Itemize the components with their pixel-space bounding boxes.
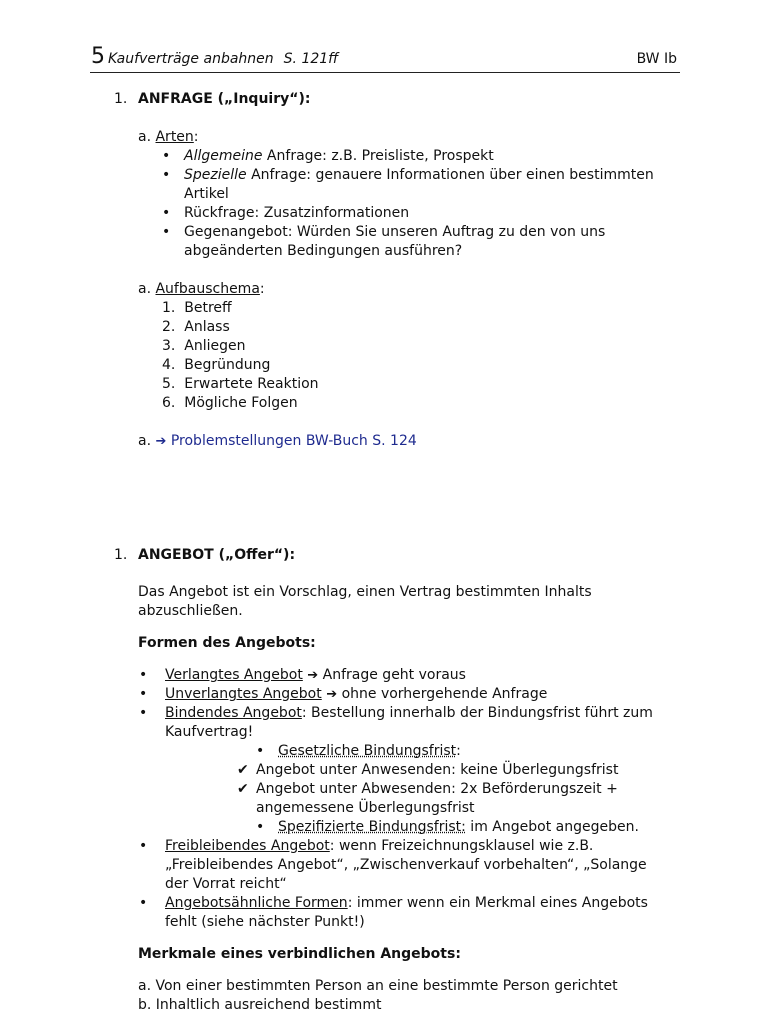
subsection-problemstellungen [138,432,417,451]
numbered-item-text: Begründung [184,357,271,373]
chapter-number: 5 [91,44,105,69]
chapter-pages: S. 121ff [283,51,339,67]
bullet-icon: • [256,819,265,835]
term-unverlangt: Unverlangtes Angebot [165,686,322,702]
numbered-item: 4. Begründung [162,357,271,373]
numbered-item: 6. Mögliche Folgen [162,395,298,411]
list-item: Gegenangebot: Würden Sie unseren Auftrag zu den von uns [184,224,606,240]
checkmark-icon: ✔ [237,781,249,797]
problemstellungen-text: Problemstellungen BW-Buch S. 124 [170,433,417,449]
chapter-title [108,51,338,67]
term-verlangt: Verlangtes Angebot [165,667,303,683]
colon: : [193,129,199,145]
item-text: ohne vorhergehende Anfrage [341,686,548,702]
arten-label: Arten [155,129,194,145]
merkmale-heading: Merkmale eines verbindlichen Angebots: [138,946,461,962]
bullet-icon: • [162,167,171,183]
numbered-item: 5. Erwartete Reaktion [162,376,319,392]
list-item [165,666,466,685]
check-item: Angebot unter Abwesenden: 2x Beförderungszeit + [256,781,618,797]
list-letter: a. [138,433,152,449]
bullet-icon: • [139,667,148,683]
colon: : [456,743,461,759]
item-text: : wenn Freizeichnungsklausel wie z.B. [329,838,594,854]
section-number: 1. [114,547,128,563]
item-text: Anfrage: z.B. Preisliste, Prospekt [262,148,494,164]
bullet-icon: • [139,895,148,911]
section-heading-anfrage: ANFRAGE („Inquiry“): [138,91,311,107]
subsection-arten [138,128,199,146]
arrow-right-icon: ➔ [307,668,319,683]
merkmal-item: a. Von einer bestimmten Person an eine bestimmte Person gerichtet [138,978,618,994]
list-item-continuation: abgeänderten Bedingungen ausführen? [184,243,463,259]
bullet-icon: • [162,224,171,240]
problemstellungen-link[interactable] [155,433,416,449]
list-item [165,704,653,722]
arrow-right-icon: ➔ [155,434,167,449]
numbered-item-text: Anliegen [184,338,246,354]
aufbauschema-label: Aufbauschema [155,281,260,297]
check-item: Angebot unter Anwesenden: keine Überlegungsfrist [256,762,619,778]
colon: : [259,281,265,297]
item-text: : immer wenn ein Merkmal eines Angebots [347,895,648,911]
numbered-item: 3. Anliegen [162,338,246,354]
merkmal-item: b. Inhaltlich ausreichend bestimmt [138,997,382,1013]
course-label: BW Ib [636,51,677,67]
item-text: Anfrage: genauere Informationen über einen bestimmten [246,167,654,183]
check-item-continuation: angemessene Überlegungsfrist [256,800,475,816]
section-heading-angebot: ANGEBOT („Offer“): [138,547,296,563]
numbered-item-text: Betreff [184,300,232,316]
bullet-icon: • [139,838,148,854]
numbered-item-text: Anlass [184,319,230,335]
definition-text: Das Angebot ist ein Vorschlag, einen Vertrag bestimmten Inhalts [138,584,592,600]
list-item: Rückfrage: Zusatzinformationen [184,205,410,221]
numbered-item: 2. Anlass [162,319,230,335]
term-angebotsaehnlich: Angebotsähnliche Formen [165,895,348,911]
list-item [165,685,547,704]
checkmark-icon: ✔ [237,762,249,778]
subsection-aufbauschema [138,280,265,298]
numbered-item-text: Erwartete Reaktion [184,376,319,392]
list-item-continuation: der Vorrat reicht“ [165,876,287,892]
term-freibleibend: Freibleibendes Angebot [165,838,330,854]
bullet-icon: • [139,705,148,721]
item-text: : Bestellung innerhalb der Bindungsfrist führt zum [301,705,653,721]
list-item [184,147,494,165]
bullet-icon: • [162,148,171,164]
item-emphasis: Spezielle [184,167,247,183]
item-emphasis: Allgemeine [184,148,263,164]
bullet-icon: • [162,205,171,221]
list-item-continuation: Artikel [184,186,229,202]
term-spezifiziert: Spezifizierte Bindungsfrist: [278,819,466,835]
formen-heading: Formen des Angebots: [138,635,316,651]
definition-text: abzuschließen. [138,603,243,619]
list-item-continuation: Kaufvertrag! [165,724,254,740]
list-item-continuation: fehlt (siehe nächster Punkt!) [165,914,365,930]
bullet-icon: • [139,686,148,702]
arrow-right-icon: ➔ [326,687,338,702]
page-header [90,44,680,73]
item-text: Anfrage geht voraus [322,667,466,683]
numbered-item: 1. Betreff [162,300,232,316]
chapter-title-text: Kaufverträge anbahnen [108,51,274,67]
list-item [184,166,654,184]
bullet-icon: • [256,743,265,759]
item-text: im Angebot angegeben. [465,819,639,835]
list-item [165,894,648,912]
list-item [165,837,593,855]
term-bindend: Bindendes Angebot [165,705,302,721]
numbered-item-text: Mögliche Folgen [184,395,298,411]
list-item-continuation: „Freibleibendes Angebot“, „Zwischenverkauf vorbehalten“, „Solange [165,857,647,873]
term-gesetzlich: Gesetzliche Bindungsfrist [278,743,457,759]
list-letter: a. [138,129,152,145]
list-letter: a. [138,281,152,297]
list-item [278,742,461,760]
list-item [278,818,639,836]
section-number: 1. [114,91,128,107]
